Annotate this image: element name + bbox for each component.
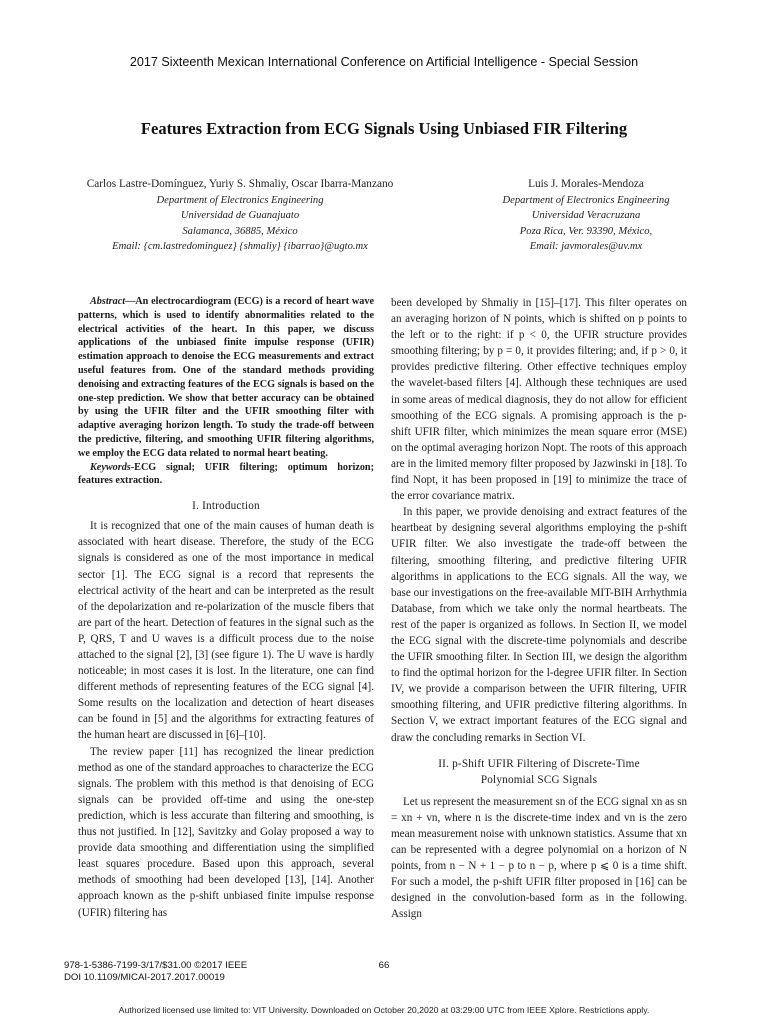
section-heading-2 — [391, 756, 687, 788]
section-heading-introduction — [78, 498, 374, 514]
author-department: Department of Electronics Engineering — [156, 194, 324, 206]
section-number: I. — [192, 500, 203, 513]
right-column — [391, 295, 687, 922]
left-column — [78, 295, 374, 921]
section-title: Introduction — [202, 500, 260, 513]
author-department: Department of Electronics Engineering — [502, 194, 670, 206]
keywords-label: Keywords — [90, 461, 131, 473]
doi: DOI 10.1109/MICAI-2017.2017.00019 — [64, 971, 225, 983]
author-city: Salamanca, 36885, México — [182, 225, 298, 237]
author-names: Luis J. Morales-Mendoza — [528, 178, 644, 190]
keywords — [78, 461, 374, 489]
author-names: Carlos Lastre-Domínguez, Yuriy S. Shmaliy, Oscar Ibarra-Manzano — [86, 178, 394, 190]
author-city: Poza Rica, Ver. 93390, México, — [519, 225, 653, 237]
author-email: Email: {cm.lastredominguez} {shmaliy} {ibarrao}@ugto.mx — [112, 241, 368, 252]
paper-title: Features Extraction from ECG Signals Using Unbiased FIR Filtering — [140, 119, 628, 138]
author-email: Email: javmorales@uv.mx — [529, 241, 643, 252]
abstract-label: Abstract — [90, 296, 126, 307]
license-notice: Authorized licensed use limited to: VIT University. Downloaded on October 20,2020 at 03:29:00 UTC from IEEE Xplore. Restrictions apply. — [118, 1005, 650, 1015]
page-number: 66 — [378, 960, 390, 971]
footer-publication-info — [64, 960, 247, 983]
keywords-text: -ECG signal; UFIR filtering; optimum horizon; features extraction. — [78, 461, 374, 487]
section-title-line — [391, 756, 687, 772]
section-title-line: Polynomial SCG Signals — [480, 773, 598, 786]
section-title: p-Shift UFIR Filtering of Discrete-Time — [452, 757, 640, 770]
abstract — [78, 295, 374, 461]
body-paragraph: been developed by Shmaliy in [15]–[17]. This filter operates on an averaging horizon of N points, which is shifted on p points to the left or to the right: if p < 0, the UFIR structure provides smoothing filtering; by p = 0, it provides filtering; and, if p > 0, it provides predictive filtering. Other effective techniques employ the wavelet-based filters [4]. Although these techniques are used in some areas of medical diagnosis, they do not allow for efficient smoothing of the ECG signals. A promising approach is the p-shift UFIR filter, which minimizes the mean square error (MSE) on the optimal averaging horizon Nopt. The roots of this approach are in the limited memory filter proposed by Jazwinski in [18]. To find Nopt, it has been proposed in [19] to minimize the trace of the error covariance matrix. — [391, 297, 687, 503]
conference-header: 2017 Sixteenth Mexican International Conference on Artificial Intelligence - Special Session — [129, 55, 639, 69]
abstract-text: —An electrocardiogram (ECG) is a record of heart wave patterns, which is used to identify abnormalities related to the electrical activities of the heart. In this paper, we discuss applications of the unbiased finite impulse response (UFIR) estimation approach to denoise the ECG measurements and extract useful features from. One of the standard methods providing denoising and extracting features of the ECG signals is based on the one-step prediction. We show that better accuracy can be obtained by using the UFIR filter and the UFIR smoothing filter with adaptive averaging horizon length. To study the trade-off between the predictive, filtering, and smoothing UFIR filtering algorithms, we employ the ECG data related to normal heart beating. — [78, 296, 374, 459]
author-university: Universidad de Guanajuato — [180, 210, 300, 221]
body-paragraph: It is recognized that one of the main causes of human death is associated with heart disease. Therefore, the study of the ECG signals is considered as one of the most importance in medical sector [1]. The ECG signal is a record that represents the electrical activity of the heart and can be interpreted as the result of the depolarization and re-polarization of the muscle fibers that are part of the heart. Detection of features in the signal such as the P, QRS, T and U waves is a difficult process due to the noise attached to the signal [2], [3] (see figure 1). The U wave is hardly noticeable; in most cases it is lost. In the literature, one can find different methods of representing features of the ECG signal [4]. Some results on the localization and detection of heart diseases can be found in [5] and the algorithms for extracting features of the human heart are discussed in [6]–[10]. — [78, 520, 374, 742]
author-block-right — [462, 177, 710, 255]
isbn: 978-1-5386-7199-3/17/$31.00 ©2017 IEEE — [64, 960, 248, 971]
body-paragraph: Let us represent the measurement sn of the ECG signal xn as sn = xn + vn, where n is the discrete-time index and vn is the zero mean measurement noise with unknown statistics. Assume that xn can be represented with a degree polynomial on a horizon of N points, from n − N + 1 − p to n − p, where p ⩽ 0 is a time shift. For such a model, the p-shift UFIR filter proposed in [16] can be designed in the convolution-based form as in the following. Assign — [391, 795, 688, 921]
body-paragraph: The review paper [11] has recognized the linear prediction method as one of the standard approaches to characterize the ECG signals. The problem with this method is that denoising of ECG signals can be provided off-time and using the one-step prediction, which is less accurate than filtering and smoothing, is thus not justified. In [12], Savitzky and Golay proposed a way to provide data smoothing and differentiation using the simplified least squares procedure. Based upon this approach, several methods of smoothing had been developed [13], [14]. Another approach known as the p-shift unbiased finite impulse response (UFIR) filtering has — [78, 745, 374, 919]
author-block-left — [70, 177, 410, 255]
body-paragraph: In this paper, we provide denoising and extract features of the heartbeat by designing several algorithms employing the p-shift UFIR filter. We also investigate the trade-off between the filtering, smoothing filtering, and predictive filtering UFIR algorithms in applications to the ECG signals. All the way, we base our investigations on the free-available MIT-BIH Arrhythmia Database, from which we take only the normal heartbeats. The rest of the paper is organized as follows. In Section II, we model the ECG signal with the discrete-time polynomials and describe the UFIR smoothing filter. In Section III, we design the algorithm to find the optimal horizon for the l-degree UFIR filter. In Section IV, we provide a comparison between the UFIR filtering, UFIR smoothing filtering, and UFIR predictive filtering algorithms. In Section V, we extract important features of the ECG signal and draw the concluding remarks in Section VI. — [391, 506, 687, 744]
author-university: Universidad Veracruzana — [531, 210, 641, 221]
section-number: II. — [438, 757, 453, 770]
